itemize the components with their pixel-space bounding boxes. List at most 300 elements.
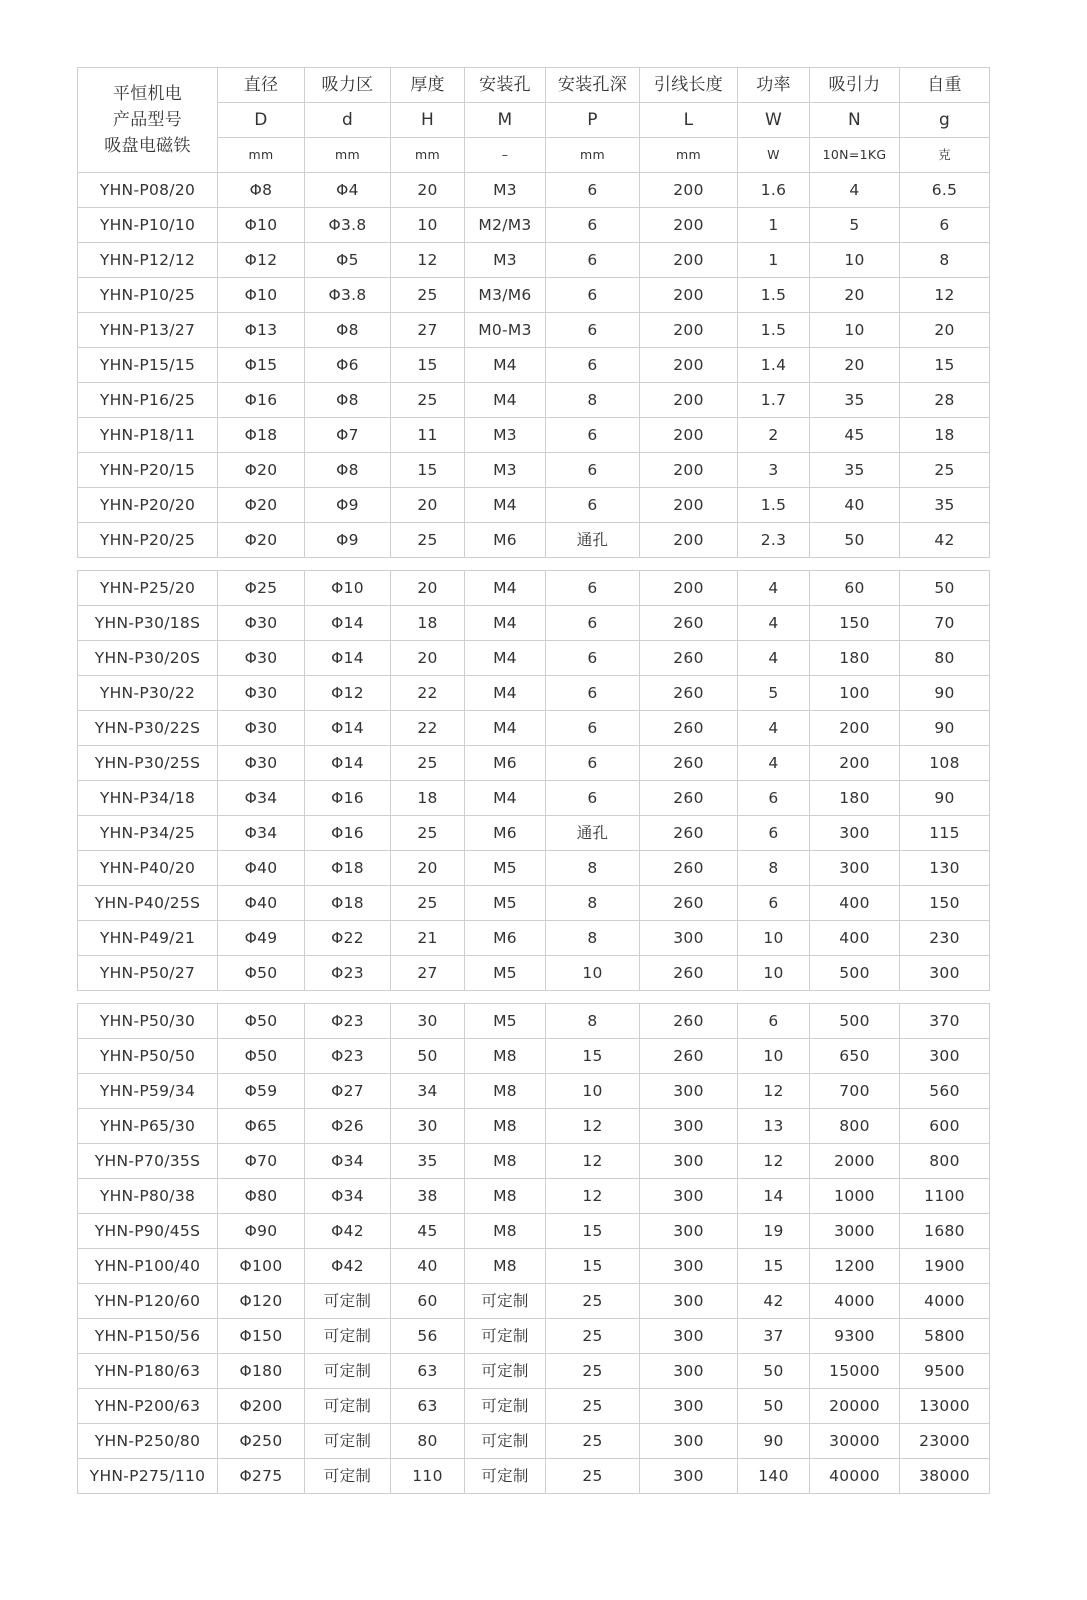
value-cell-thickness: 45 — [391, 1214, 465, 1249]
value-cell-lead-length: 260 — [640, 956, 738, 991]
value-cell-suction-zone: Φ8 — [305, 453, 391, 488]
value-cell-lead-length: 300 — [640, 1354, 738, 1389]
value-cell-mount-hole: M6 — [465, 921, 546, 956]
table-row — [78, 606, 990, 641]
value-cell-suction-zone: Φ8 — [305, 383, 391, 418]
value-cell-pull-force: 1200 — [810, 1249, 900, 1284]
value-cell-thickness: 30 — [391, 1004, 465, 1039]
table-row — [78, 956, 990, 991]
value-cell-lead-length: 300 — [640, 1459, 738, 1494]
header-symbol-cell-power: W — [738, 103, 810, 138]
header-unit-cell-thickness: mm — [391, 138, 465, 173]
value-cell-diameter: Φ30 — [218, 746, 305, 781]
value-cell-suction-zone: Φ5 — [305, 243, 391, 278]
value-cell-hole-depth: 6 — [546, 208, 640, 243]
table-row — [78, 1249, 990, 1284]
table-row — [78, 1459, 990, 1494]
value-cell-weight: 23000 — [900, 1424, 990, 1459]
value-cell-diameter: Φ275 — [218, 1459, 305, 1494]
header-name-cell-suction-zone: 吸力区 — [305, 68, 391, 103]
spec-block-1 — [77, 67, 989, 558]
value-cell-power: 6 — [738, 1004, 810, 1039]
header-symbol-cell-lead-length: L — [640, 103, 738, 138]
value-cell-mount-hole: M8 — [465, 1214, 546, 1249]
value-cell-hole-depth: 8 — [546, 383, 640, 418]
value-cell-thickness: 110 — [391, 1459, 465, 1494]
value-cell-mount-hole: M4 — [465, 383, 546, 418]
value-cell-mount-hole: M6 — [465, 746, 546, 781]
value-cell-diameter: Φ20 — [218, 523, 305, 558]
header-name-cell-power: 功率 — [738, 68, 810, 103]
value-cell-weight: 25 — [900, 453, 990, 488]
value-cell-suction-zone: Φ42 — [305, 1214, 391, 1249]
table-row — [78, 1319, 990, 1354]
table-row — [78, 488, 990, 523]
value-cell-pull-force: 200 — [810, 746, 900, 781]
value-cell-pull-force: 15000 — [810, 1354, 900, 1389]
table-row — [78, 1144, 990, 1179]
value-cell-thickness: 20 — [391, 173, 465, 208]
value-cell-pull-force: 4 — [810, 173, 900, 208]
value-cell-thickness: 15 — [391, 348, 465, 383]
header-unit-cell-pull-force: 10N=1KG — [810, 138, 900, 173]
value-cell-mount-hole: M4 — [465, 606, 546, 641]
value-cell-hole-depth: 8 — [546, 921, 640, 956]
value-cell-power: 4 — [738, 606, 810, 641]
value-cell-weight: 35 — [900, 488, 990, 523]
value-cell-pull-force: 800 — [810, 1109, 900, 1144]
value-cell-suction-zone: 可定制 — [305, 1459, 391, 1494]
value-cell-mount-hole: 可定制 — [465, 1319, 546, 1354]
value-cell-mount-hole: M8 — [465, 1179, 546, 1214]
value-cell-lead-length: 300 — [640, 1214, 738, 1249]
value-cell-power: 10 — [738, 1039, 810, 1074]
model-cell: YHN-P250/80 — [78, 1424, 218, 1459]
header-symbol-cell-diameter: D — [218, 103, 305, 138]
header-unit-cell-power: W — [738, 138, 810, 173]
model-cell: YHN-P30/22 — [78, 676, 218, 711]
section-gap — [77, 991, 989, 1003]
value-cell-lead-length: 260 — [640, 641, 738, 676]
value-cell-pull-force: 10 — [810, 243, 900, 278]
value-cell-pull-force: 500 — [810, 956, 900, 991]
value-cell-hole-depth: 8 — [546, 851, 640, 886]
value-cell-pull-force: 700 — [810, 1074, 900, 1109]
value-cell-lead-length: 200 — [640, 418, 738, 453]
header-symbol-cell-weight: g — [900, 103, 990, 138]
value-cell-suction-zone: 可定制 — [305, 1389, 391, 1424]
value-cell-hole-depth: 15 — [546, 1249, 640, 1284]
value-cell-pull-force: 30000 — [810, 1424, 900, 1459]
value-cell-diameter: Φ15 — [218, 348, 305, 383]
value-cell-diameter: Φ25 — [218, 571, 305, 606]
value-cell-hole-depth: 25 — [546, 1354, 640, 1389]
value-cell-power: 1.5 — [738, 313, 810, 348]
value-cell-hole-depth: 6 — [546, 676, 640, 711]
value-cell-lead-length: 260 — [640, 781, 738, 816]
value-cell-weight: 90 — [900, 781, 990, 816]
model-cell: YHN-P50/30 — [78, 1004, 218, 1039]
model-cell: YHN-P50/50 — [78, 1039, 218, 1074]
value-cell-lead-length: 260 — [640, 816, 738, 851]
model-cell: YHN-P20/20 — [78, 488, 218, 523]
value-cell-power: 1 — [738, 208, 810, 243]
model-cell: YHN-P150/56 — [78, 1319, 218, 1354]
model-header-line: 平恒机电 — [112, 84, 183, 104]
value-cell-hole-depth: 8 — [546, 886, 640, 921]
value-cell-pull-force: 400 — [810, 886, 900, 921]
value-cell-suction-zone: Φ14 — [305, 641, 391, 676]
value-cell-mount-hole: M4 — [465, 676, 546, 711]
value-cell-weight: 300 — [900, 956, 990, 991]
value-cell-weight: 6 — [900, 208, 990, 243]
model-cell: YHN-P40/25S — [78, 886, 218, 921]
table-row — [78, 1214, 990, 1249]
section-gap — [77, 558, 989, 570]
table-row — [78, 383, 990, 418]
header-unit-cell-mount-hole: – — [465, 138, 546, 173]
model-cell: YHN-P13/27 — [78, 313, 218, 348]
header-name-cell-weight: 自重 — [900, 68, 990, 103]
table-row — [78, 851, 990, 886]
value-cell-mount-hole: M5 — [465, 956, 546, 991]
value-cell-suction-zone: Φ8 — [305, 313, 391, 348]
table-row — [78, 208, 990, 243]
value-cell-weight: 18 — [900, 418, 990, 453]
value-cell-power: 4 — [738, 571, 810, 606]
value-cell-pull-force: 1000 — [810, 1179, 900, 1214]
value-cell-mount-hole: M2/M3 — [465, 208, 546, 243]
value-cell-diameter: Φ49 — [218, 921, 305, 956]
value-cell-mount-hole: M4 — [465, 711, 546, 746]
spec-block-2 — [77, 570, 989, 991]
value-cell-weight: 6.5 — [900, 173, 990, 208]
header-name-cell-lead-length: 引线长度 — [640, 68, 738, 103]
value-cell-mount-hole: M4 — [465, 571, 546, 606]
value-cell-diameter: Φ18 — [218, 418, 305, 453]
model-cell: YHN-P20/15 — [78, 453, 218, 488]
model-cell: YHN-P180/63 — [78, 1354, 218, 1389]
value-cell-lead-length: 200 — [640, 453, 738, 488]
value-cell-mount-hole: M3 — [465, 173, 546, 208]
value-cell-weight: 230 — [900, 921, 990, 956]
model-cell: YHN-P30/25S — [78, 746, 218, 781]
value-cell-diameter: Φ150 — [218, 1319, 305, 1354]
table-row — [78, 243, 990, 278]
model-cell: YHN-P100/40 — [78, 1249, 218, 1284]
value-cell-weight: 150 — [900, 886, 990, 921]
value-cell-lead-length: 300 — [640, 921, 738, 956]
value-cell-thickness: 50 — [391, 1039, 465, 1074]
value-cell-power: 37 — [738, 1319, 810, 1354]
value-cell-hole-depth: 6 — [546, 453, 640, 488]
spec-sheet — [77, 67, 989, 1494]
value-cell-diameter: Φ80 — [218, 1179, 305, 1214]
model-cell: YHN-P275/110 — [78, 1459, 218, 1494]
value-cell-pull-force: 4000 — [810, 1284, 900, 1319]
value-cell-thickness: 80 — [391, 1424, 465, 1459]
value-cell-suction-zone: Φ23 — [305, 956, 391, 991]
value-cell-suction-zone: Φ4 — [305, 173, 391, 208]
model-cell: YHN-P70/35S — [78, 1144, 218, 1179]
header-name-cell-hole-depth: 安装孔深 — [546, 68, 640, 103]
value-cell-lead-length: 300 — [640, 1389, 738, 1424]
value-cell-diameter: Φ10 — [218, 208, 305, 243]
value-cell-lead-length: 260 — [640, 746, 738, 781]
table-row — [78, 571, 990, 606]
value-cell-diameter: Φ10 — [218, 278, 305, 313]
value-cell-diameter: Φ200 — [218, 1389, 305, 1424]
value-cell-diameter: Φ40 — [218, 851, 305, 886]
value-cell-lead-length: 300 — [640, 1074, 738, 1109]
value-cell-thickness: 20 — [391, 488, 465, 523]
value-cell-lead-length: 200 — [640, 278, 738, 313]
value-cell-lead-length: 200 — [640, 313, 738, 348]
model-cell: YHN-P49/21 — [78, 921, 218, 956]
value-cell-weight: 13000 — [900, 1389, 990, 1424]
value-cell-suction-zone: Φ23 — [305, 1039, 391, 1074]
value-cell-thickness: 15 — [391, 453, 465, 488]
value-cell-lead-length: 200 — [640, 208, 738, 243]
value-cell-diameter: Φ30 — [218, 606, 305, 641]
value-cell-pull-force: 300 — [810, 851, 900, 886]
value-cell-suction-zone: Φ26 — [305, 1109, 391, 1144]
table-row — [78, 453, 990, 488]
value-cell-hole-depth: 6 — [546, 711, 640, 746]
table-row — [78, 1389, 990, 1424]
value-cell-lead-length: 200 — [640, 348, 738, 383]
value-cell-weight: 4000 — [900, 1284, 990, 1319]
value-cell-weight: 130 — [900, 851, 990, 886]
value-cell-power: 12 — [738, 1144, 810, 1179]
value-cell-pull-force: 2000 — [810, 1144, 900, 1179]
value-cell-thickness: 25 — [391, 383, 465, 418]
value-cell-hole-depth: 12 — [546, 1109, 640, 1144]
value-cell-suction-zone: Φ3.8 — [305, 208, 391, 243]
model-cell: YHN-P50/27 — [78, 956, 218, 991]
value-cell-mount-hole: M8 — [465, 1249, 546, 1284]
value-cell-thickness: 40 — [391, 1249, 465, 1284]
value-cell-hole-depth: 6 — [546, 641, 640, 676]
table-row — [78, 1179, 990, 1214]
model-cell: YHN-P20/25 — [78, 523, 218, 558]
value-cell-power: 90 — [738, 1424, 810, 1459]
table-row — [78, 641, 990, 676]
value-cell-hole-depth: 6 — [546, 571, 640, 606]
value-cell-suction-zone: Φ34 — [305, 1144, 391, 1179]
value-cell-mount-hole: M4 — [465, 781, 546, 816]
value-cell-hole-depth: 6 — [546, 781, 640, 816]
value-cell-weight: 90 — [900, 676, 990, 711]
value-cell-diameter: Φ65 — [218, 1109, 305, 1144]
header-name-cell-thickness: 厚度 — [391, 68, 465, 103]
model-cell: YHN-P40/20 — [78, 851, 218, 886]
model-cell: YHN-P59/34 — [78, 1074, 218, 1109]
value-cell-pull-force: 50 — [810, 523, 900, 558]
value-cell-suction-zone: Φ6 — [305, 348, 391, 383]
value-cell-lead-length: 260 — [640, 711, 738, 746]
value-cell-diameter: Φ20 — [218, 453, 305, 488]
value-cell-pull-force: 5 — [810, 208, 900, 243]
value-cell-thickness: 20 — [391, 851, 465, 886]
value-cell-diameter: Φ34 — [218, 816, 305, 851]
value-cell-suction-zone: Φ14 — [305, 606, 391, 641]
model-header-line: 产品型号 — [112, 110, 183, 130]
value-cell-lead-length: 200 — [640, 488, 738, 523]
value-cell-diameter: Φ59 — [218, 1074, 305, 1109]
table-row — [78, 816, 990, 851]
value-cell-power: 4 — [738, 711, 810, 746]
value-cell-weight: 42 — [900, 523, 990, 558]
value-cell-thickness: 25 — [391, 816, 465, 851]
value-cell-pull-force: 9300 — [810, 1319, 900, 1354]
value-cell-pull-force: 40 — [810, 488, 900, 523]
value-cell-diameter: Φ120 — [218, 1284, 305, 1319]
value-cell-weight: 108 — [900, 746, 990, 781]
value-cell-weight: 28 — [900, 383, 990, 418]
model-cell: YHN-P80/38 — [78, 1179, 218, 1214]
table-row — [78, 173, 990, 208]
table-row — [78, 1109, 990, 1144]
value-cell-mount-hole: M8 — [465, 1109, 546, 1144]
value-cell-lead-length: 260 — [640, 851, 738, 886]
value-cell-power: 140 — [738, 1459, 810, 1494]
value-cell-mount-hole: 可定制 — [465, 1389, 546, 1424]
value-cell-power: 1 — [738, 243, 810, 278]
value-cell-pull-force: 500 — [810, 1004, 900, 1039]
table-row — [78, 348, 990, 383]
value-cell-pull-force: 180 — [810, 641, 900, 676]
model-cell: YHN-P25/20 — [78, 571, 218, 606]
value-cell-suction-zone: Φ27 — [305, 1074, 391, 1109]
value-cell-diameter: Φ50 — [218, 1039, 305, 1074]
spec-table-3 — [77, 1003, 990, 1494]
table-row — [78, 1354, 990, 1389]
value-cell-lead-length: 300 — [640, 1249, 738, 1284]
model-cell: YHN-P12/12 — [78, 243, 218, 278]
table-row — [78, 886, 990, 921]
value-cell-pull-force: 100 — [810, 676, 900, 711]
table-row — [78, 1074, 990, 1109]
value-cell-suction-zone: Φ22 — [305, 921, 391, 956]
value-cell-power: 50 — [738, 1354, 810, 1389]
value-cell-hole-depth: 6 — [546, 488, 640, 523]
value-cell-pull-force: 60 — [810, 571, 900, 606]
value-cell-power: 19 — [738, 1214, 810, 1249]
value-cell-hole-depth: 6 — [546, 746, 640, 781]
value-cell-lead-length: 260 — [640, 606, 738, 641]
model-cell: YHN-P16/25 — [78, 383, 218, 418]
model-cell: YHN-P15/15 — [78, 348, 218, 383]
value-cell-suction-zone: Φ14 — [305, 746, 391, 781]
value-cell-weight: 1680 — [900, 1214, 990, 1249]
value-cell-diameter: Φ30 — [218, 711, 305, 746]
model-cell: YHN-P34/25 — [78, 816, 218, 851]
value-cell-weight: 8 — [900, 243, 990, 278]
value-cell-power: 10 — [738, 921, 810, 956]
spec-table-1 — [77, 67, 990, 558]
value-cell-thickness: 11 — [391, 418, 465, 453]
header-unit-cell-hole-depth: mm — [546, 138, 640, 173]
value-cell-thickness: 12 — [391, 243, 465, 278]
value-cell-thickness: 60 — [391, 1284, 465, 1319]
value-cell-power: 13 — [738, 1109, 810, 1144]
header-name-cell-mount-hole: 安装孔 — [465, 68, 546, 103]
header-name-cell-diameter: 直径 — [218, 68, 305, 103]
value-cell-hole-depth: 6 — [546, 173, 640, 208]
value-cell-thickness: 63 — [391, 1354, 465, 1389]
value-cell-suction-zone: Φ3.8 — [305, 278, 391, 313]
value-cell-diameter: Φ70 — [218, 1144, 305, 1179]
value-cell-hole-depth: 25 — [546, 1319, 640, 1354]
model-cell: YHN-P34/18 — [78, 781, 218, 816]
value-cell-pull-force: 10 — [810, 313, 900, 348]
value-cell-suction-zone: Φ16 — [305, 816, 391, 851]
table-row — [78, 1004, 990, 1039]
value-cell-pull-force: 35 — [810, 383, 900, 418]
value-cell-suction-zone: 可定制 — [305, 1319, 391, 1354]
value-cell-weight: 90 — [900, 711, 990, 746]
value-cell-mount-hole: M3 — [465, 418, 546, 453]
value-cell-hole-depth: 25 — [546, 1389, 640, 1424]
value-cell-suction-zone: Φ9 — [305, 488, 391, 523]
value-cell-power: 6 — [738, 781, 810, 816]
spec-block-3 — [77, 1003, 989, 1494]
table-row — [78, 746, 990, 781]
value-cell-suction-zone: Φ9 — [305, 523, 391, 558]
value-cell-lead-length: 200 — [640, 523, 738, 558]
value-cell-diameter: Φ50 — [218, 1004, 305, 1039]
value-cell-mount-hole: M3 — [465, 453, 546, 488]
value-cell-hole-depth: 25 — [546, 1424, 640, 1459]
value-cell-weight: 50 — [900, 571, 990, 606]
value-cell-mount-hole: M5 — [465, 886, 546, 921]
value-cell-thickness: 21 — [391, 921, 465, 956]
header-unit-cell-weight: 克 — [900, 138, 990, 173]
value-cell-lead-length: 300 — [640, 1284, 738, 1319]
header-unit-cell-suction-zone: mm — [305, 138, 391, 173]
value-cell-pull-force: 400 — [810, 921, 900, 956]
value-cell-pull-force: 20000 — [810, 1389, 900, 1424]
value-cell-hole-depth: 25 — [546, 1284, 640, 1319]
value-cell-weight: 800 — [900, 1144, 990, 1179]
model-cell: YHN-P10/25 — [78, 278, 218, 313]
value-cell-suction-zone: Φ18 — [305, 851, 391, 886]
value-cell-mount-hole: 可定制 — [465, 1354, 546, 1389]
value-cell-mount-hole: M4 — [465, 641, 546, 676]
value-cell-suction-zone: Φ23 — [305, 1004, 391, 1039]
value-cell-power: 2.3 — [738, 523, 810, 558]
value-cell-power: 12 — [738, 1074, 810, 1109]
value-cell-hole-depth: 6 — [546, 313, 640, 348]
value-cell-hole-depth: 6 — [546, 278, 640, 313]
table-row — [78, 921, 990, 956]
value-cell-diameter: Φ50 — [218, 956, 305, 991]
value-cell-diameter: Φ30 — [218, 641, 305, 676]
value-cell-diameter: Φ90 — [218, 1214, 305, 1249]
value-cell-power: 1.5 — [738, 488, 810, 523]
value-cell-mount-hole: 可定制 — [465, 1459, 546, 1494]
value-cell-mount-hole: 可定制 — [465, 1284, 546, 1319]
value-cell-suction-zone: Φ34 — [305, 1179, 391, 1214]
value-cell-power: 1.4 — [738, 348, 810, 383]
value-cell-diameter: Φ13 — [218, 313, 305, 348]
value-cell-thickness: 22 — [391, 711, 465, 746]
value-cell-weight: 1900 — [900, 1249, 990, 1284]
value-cell-lead-length: 200 — [640, 173, 738, 208]
value-cell-lead-length: 300 — [640, 1109, 738, 1144]
value-cell-power: 8 — [738, 851, 810, 886]
